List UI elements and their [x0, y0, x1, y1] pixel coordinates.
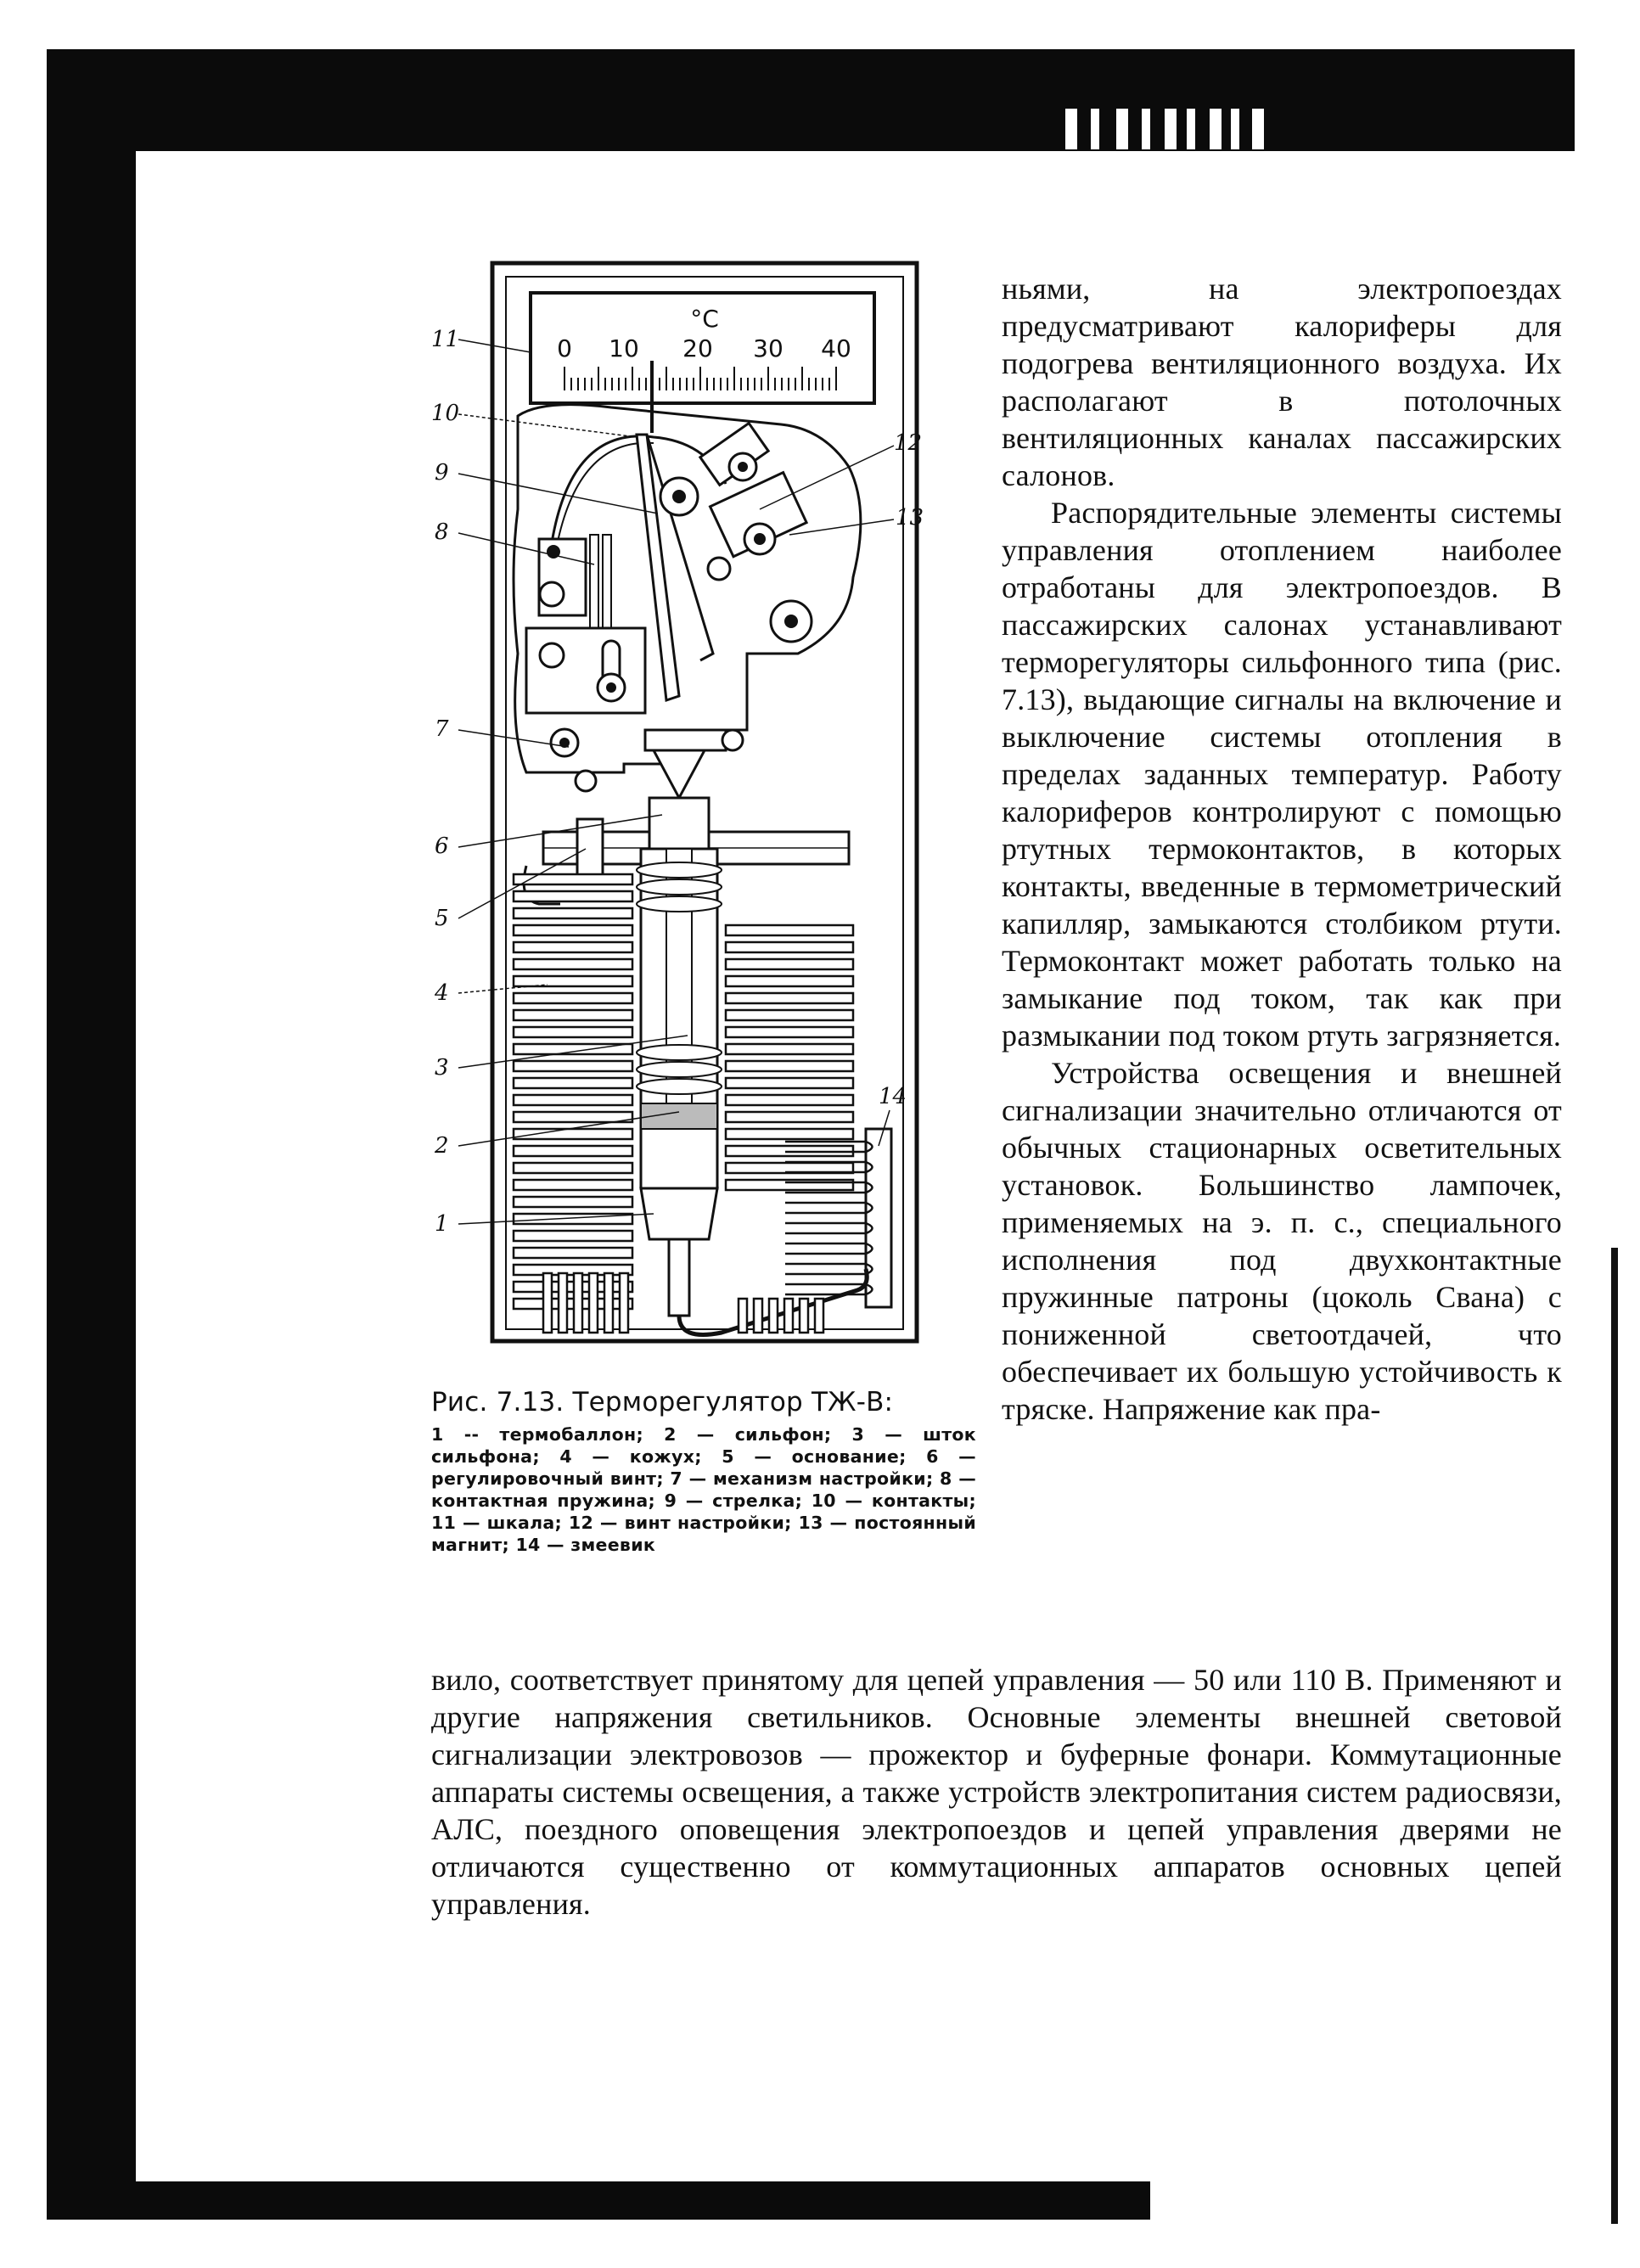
part-number: 9: [435, 460, 449, 486]
bellows-rib: [637, 862, 722, 878]
capillary: [669, 1239, 689, 1316]
scan-streak: [1252, 109, 1264, 149]
part-number: 8: [435, 519, 449, 545]
scale-mark: 30: [753, 334, 783, 362]
fin: [726, 1010, 853, 1020]
paragraph: Устройства освещения и внешней сигнализации значительно отличаются от обычных стационарных осветительных установок. Большинство лампочек, применяемых на э. п. с., специального исполнения под двухконтактные пружинные патроны (цоколь Свана) с пониженной светоотдачей, что обеспечивает их большую устойчивость к тряске. Напряжение как пра-: [1002, 1056, 1562, 1426]
part-number: 10: [431, 401, 460, 426]
fin: [784, 1299, 793, 1333]
scale-mark: 10: [609, 334, 639, 362]
scan-streak: [1116, 109, 1128, 149]
bellows-rib: [637, 1045, 722, 1060]
fin: [514, 891, 632, 901]
figure-caption: [431, 1386, 976, 1556]
scan-streak: [1231, 109, 1239, 149]
part-number: 3: [435, 1055, 449, 1081]
part-number: 4: [435, 980, 449, 1006]
fin: [604, 1273, 613, 1333]
fin: [726, 1044, 853, 1054]
fin: [726, 993, 853, 1003]
fin: [514, 1231, 632, 1241]
scan-border-top: [47, 49, 1575, 151]
adjust-cone: [654, 750, 705, 798]
part-number: 12: [894, 430, 923, 456]
thermostat-drawing: [424, 255, 934, 1358]
fin: [514, 1095, 632, 1105]
thermostat-figure: [424, 255, 934, 1358]
scale-mark: 20: [682, 334, 713, 362]
fin: [815, 1299, 823, 1333]
fin: [514, 1180, 632, 1190]
caption-title: Рис. 7.13. Терморегулятор ТЖ-В:: [431, 1387, 894, 1418]
coil-frame: [866, 1129, 891, 1307]
coil-loop: [785, 1203, 873, 1213]
fin: [574, 1273, 582, 1333]
scan-streak: [1065, 109, 1077, 149]
fin: [514, 993, 632, 1003]
fin: [726, 959, 853, 969]
fin: [514, 1027, 632, 1037]
coil-loop: [785, 1264, 873, 1274]
fin: [559, 1273, 567, 1333]
fin: [514, 1163, 632, 1173]
scan-streak: [1142, 109, 1150, 149]
fin: [620, 1273, 628, 1333]
fin: [514, 908, 632, 918]
scan-streak: [1091, 109, 1099, 149]
part-number: 11: [431, 327, 460, 352]
fin: [726, 1061, 853, 1071]
fin: [514, 1010, 632, 1020]
fin: [754, 1299, 762, 1333]
small-screw: [708, 558, 730, 580]
bellows-rib: [637, 896, 722, 912]
fin: [726, 925, 853, 935]
coil-loop: [785, 1223, 873, 1233]
part-number: 6: [435, 834, 449, 859]
scan-border-left: [47, 49, 136, 2218]
bellows-rib: [637, 1062, 722, 1077]
fin: [514, 1078, 632, 1088]
fin: [514, 925, 632, 935]
scale-mark: 40: [821, 334, 851, 362]
part-number: 14: [879, 1084, 907, 1109]
fin: [589, 1273, 598, 1333]
fin: [726, 1112, 853, 1122]
bellows-rib: [637, 1079, 722, 1094]
fin: [514, 942, 632, 952]
fin: [739, 1299, 747, 1333]
text-column: [1002, 270, 1562, 1428]
fin: [726, 1027, 853, 1037]
part-number: 1: [435, 1211, 449, 1237]
fin: [769, 1299, 778, 1333]
part-number: 13: [896, 505, 924, 531]
scan-edge-right: [1611, 1248, 1618, 2224]
text-full-width: [431, 1661, 1562, 1923]
fin: [514, 1248, 632, 1258]
fin: [543, 1273, 552, 1333]
fin: [514, 1061, 632, 1071]
fin: [514, 976, 632, 986]
setting-mechanism: [526, 628, 645, 713]
coil-loop: [785, 1243, 873, 1254]
part-number: 2: [435, 1133, 449, 1159]
scan-border-bottom: [47, 2181, 1150, 2220]
fin: [800, 1299, 808, 1333]
caption-legend: 1 -- термобаллон; 2 — сильфон; 3 — шток сильфона; 4 — кожух; 5 — основание; 6 — регулировочный винт; 7 — механизм настройки; 8 — контактная пружина; 9 — стрелка; 10 — контакты; 11 — шкала; 12 — винт настройки; 13 — постоянный магнит; 14 — змеевик: [431, 1424, 976, 1555]
scan-streak: [1210, 109, 1222, 149]
fin: [514, 1112, 632, 1122]
paragraph: вило, соответствует принятому для цепей управления — 50 или 110 В. Применяют и другие напряжения светильников. Основные элементы внешней световой сигнализации электровозов — прожектор и буферные фонари. Коммутационные аппараты системы освещения, а также устройств электропитания систем радиосвязи, АЛС, поездного оповещения электропоездов и цепей управления дверями не отличаются существенно от коммутационных аппаратов основных цепей управления.: [431, 1663, 1562, 1921]
scan-streak: [1187, 109, 1195, 149]
bellows-rib: [637, 879, 722, 895]
fin: [726, 1095, 853, 1105]
paragraph: Распорядительные элементы системы управления отоплением наиболее отработаны для электропоездов. В пассажирских салонах устанавливают терморегуляторы сильфонного типа (рис. 7.13), выдающие сигналы на включение и выключение системы отопления в пределах заданных температур. Работу калориферов контролируют с помощью ртутных термоконтактов, в которых контакты, введенные в термометрический капилляр, замыкаются столбиком ртути. Термоконтакт может работать только на замыкание под током, так как при размыкании под током ртуть загрязняется.: [1002, 496, 1562, 1053]
scale-mark: 0: [557, 334, 572, 362]
stem-head: [649, 798, 709, 849]
fin: [514, 874, 632, 884]
fin: [726, 1129, 853, 1139]
part-number: 5: [435, 906, 449, 931]
scan-streak: [1165, 109, 1177, 149]
fin: [514, 1146, 632, 1156]
adjust-plate: [645, 730, 726, 750]
part-number: 7: [435, 716, 449, 742]
fin: [726, 942, 853, 952]
fin: [514, 1197, 632, 1207]
paragraph: ньями, на электропоездах предусматривают калориферы для подогрева вентиляционного воздуха. Их располагают в потолочных вентиляционных каналах пассажирских салонов.: [1002, 272, 1562, 492]
fin: [726, 976, 853, 986]
scale-unit: °C: [690, 305, 719, 333]
fin: [514, 1129, 632, 1139]
fin: [726, 1078, 853, 1088]
fin: [514, 959, 632, 969]
